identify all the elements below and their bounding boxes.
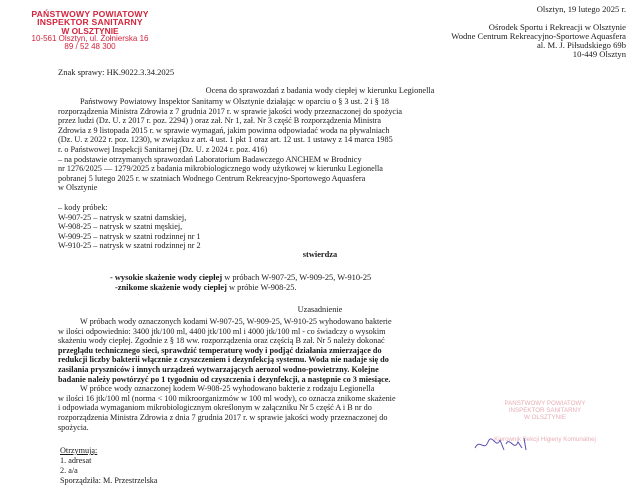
sample-codes-list (58, 203, 578, 251)
intro-line: Zdrowia z 9 listopada 2015 r. w sprawie wymagań, jakim powinna odpowiadać woda na pływalniach (58, 125, 390, 135)
justification-line: zasilania pryszniców i innych urządzeń wytwarzających aerozol wodno-powietrzny. Kolejne (58, 364, 379, 374)
finding-low-samples: w próbie W-908-25. (226, 283, 297, 292)
case-reference: Znak sprawy: HK.9022.3.34.2025 (58, 67, 175, 77)
finding-high-samples: w próbach W-907-25, W-909-25, W-910-25 (222, 273, 372, 282)
justification-line: badanie należy powtórzyć po 1 tygodniu od czyszczenia i dezynfekcji, a następnie co 3 miesiące. (58, 374, 391, 384)
intro-line: (Dz. U. z 2022 r. poz. 1230), w związku z art. 4 ust. 1 pkt 1 oraz art. 12 ust. 1 ustawy z 14 marca 1985 (58, 135, 393, 145)
sample-code-item: W-910-25 – natrysk w szatni rodzinnej nr 2 (58, 241, 201, 251)
distribution-list: Otrzymują: 1. adresat 2. a/a Sporządziła: M. Przestrzelska (60, 446, 158, 485)
justification-line: w ilości odpowiednio: 3400 jtk/100 ml, 4400 jtk/100 ml i 4000 jtk/100 ml - co świadczy o wysokim (58, 326, 386, 336)
justification-heading: Uzasadnienie (297, 305, 343, 314)
addressee-line-1: Ośrodek Sportu i Rekreacji w Olsztynie (488, 22, 626, 32)
sample-codes-label: – kody próbek: (58, 203, 108, 212)
intro-line: nr 1276/2025 — 1279/2025 z badania mikrobiologicznego wody użytkowej w kierunku Legionella (58, 164, 383, 174)
distribution-item: 2. a/a (60, 466, 78, 475)
handwritten-signature (470, 428, 540, 458)
inspector-header-stamp (4, 10, 176, 56)
stamp-line-1: PAŃSTWOWY POWIATOWY (31, 9, 149, 19)
justification-line: i odpowiada wymaganiom mikrobiologicznym określonym w załączniku Nr 5 część A i B nr do (58, 403, 372, 413)
document-date: Olsztyn, 19 lutego 2025 r. (536, 4, 626, 14)
justification-line: W próbce wody oznaczonej kodem W-908-25 wyhodowano bakterie z rodzaju Legionella (80, 384, 375, 394)
finding-low (110, 283, 630, 293)
addressee-line-2: Wodne Centrum Rekreacyjno-Sportowe Aquasfera (451, 31, 626, 41)
intro-line: w Olsztynie (58, 183, 98, 193)
justification-line: przeglądu technicznego sieci, sprawdzić temperaturę wody i podjąć działania zmierzające do (58, 345, 382, 355)
document-title: Ocena do sprawozdań z badania wody ciepłej w kierunku Legionella (205, 86, 435, 95)
addressee-line-4: 10-449 Olsztyn (572, 49, 626, 59)
intro-line: rozporządzenia Ministra Zdrowia z 7 grudnia 2017 r. w sprawie jakości wody przeznaczonej do spożycia (58, 106, 402, 116)
intro-line: r. o Państwowej Inspekcji Sanitarnej (Dz. U. z 2024 r. poz. 416) (58, 144, 268, 154)
intro-line: pobranej 5 lutego 2025 r. w szatniach Wodnego Centrum Rekreacyjno-Sportowego Aquasfera (58, 173, 366, 183)
justification-line: W próbach wody oznaczonych kodami W-907-25, W-909-25, W-910-25 wyhodowano bakterie (80, 317, 392, 326)
justification-line: spożycia. (58, 422, 89, 432)
prepared-by: Sporządziła: M. Przestrzelska (60, 476, 158, 485)
stamp-phone: 89 / 52 48 300 (64, 42, 116, 52)
addressee-line-3: al. M. J. Piłsudskiego 69b (536, 40, 626, 50)
justification-line: rozporządzenia Ministra Zdrowia z dnia 7 grudnia 2017 r. w sprawie jakości wody przeznaczonej do (58, 412, 388, 422)
stamp-line-3: W OLSZTYNIE (61, 25, 119, 36)
intro-line: – na podstawie otrzymanych sprawozdań Laboratorium Badawczego ANCHEM w Brodnicy (58, 154, 362, 164)
stamp-address: 10-561 Olsztyn, ul. Żołnierska 16 (31, 33, 149, 43)
finding-heading: stwierdza (302, 250, 338, 259)
finding-high-label: - wysokie skażenie wody ciepłej (110, 273, 223, 282)
stamp-line-2: INSPEKTOR SANITARNY (37, 17, 143, 28)
official-stamp-line-3: W OLSZTYNIE (524, 414, 566, 422)
official-stamp-line-4: Kierownik Sekcji Higieny Komunalnej (494, 435, 596, 443)
sample-code-item: W-909-25 – natrysk w szatni rodzinnej nr 1 (58, 231, 201, 241)
intro-line: przez ludzi (Dz. U. z 2017 r. poz. 2294) ) oraz zał. Nr 1, zał. Nr 3 część B rozporządzenia Ministra (58, 116, 382, 126)
justification-line: redukcji liczby bakterii włącznie z czyszczeniem i dezynfekcją systemu. Woda nie nadaje się do (58, 355, 389, 365)
official-stamp-line-2: INSPEKTOR SANITARNY (508, 407, 582, 415)
distribution-item: 1. adresat (60, 456, 92, 465)
intro-line: Państwowy Powiatowy Inspektor Sanitarny w Olsztynie działając w oparciu o § 3 ust. 2 i § 18 (80, 97, 390, 106)
finding-low-label: -znikome skażenie wody ciepłej (115, 283, 227, 292)
findings-block (110, 273, 630, 293)
official-stamp-line-1: PAŃSTWOWY POWIATOWY (504, 400, 586, 407)
finding-high (110, 273, 630, 283)
sample-code-item: W-907-25 – natrysk w szatni damskiej, (58, 212, 187, 222)
justification-line: w ilości 16 jtk/100 ml (norma < 100 mikroorganizmów w 100 ml wody), co oznacza znikome skażenie (58, 393, 396, 403)
justification-line: skażeniu wody ciepłej. Zgodnie z § 18 ww. rozporządzenia oraz częścią B zał. Nr 5 należy dokonać (58, 336, 385, 346)
intro-paragraph (58, 97, 618, 193)
sample-code-item: W-908-25 – natrysk w szatni męskiej, (58, 222, 183, 232)
distribution-label: Otrzymują (60, 446, 96, 455)
